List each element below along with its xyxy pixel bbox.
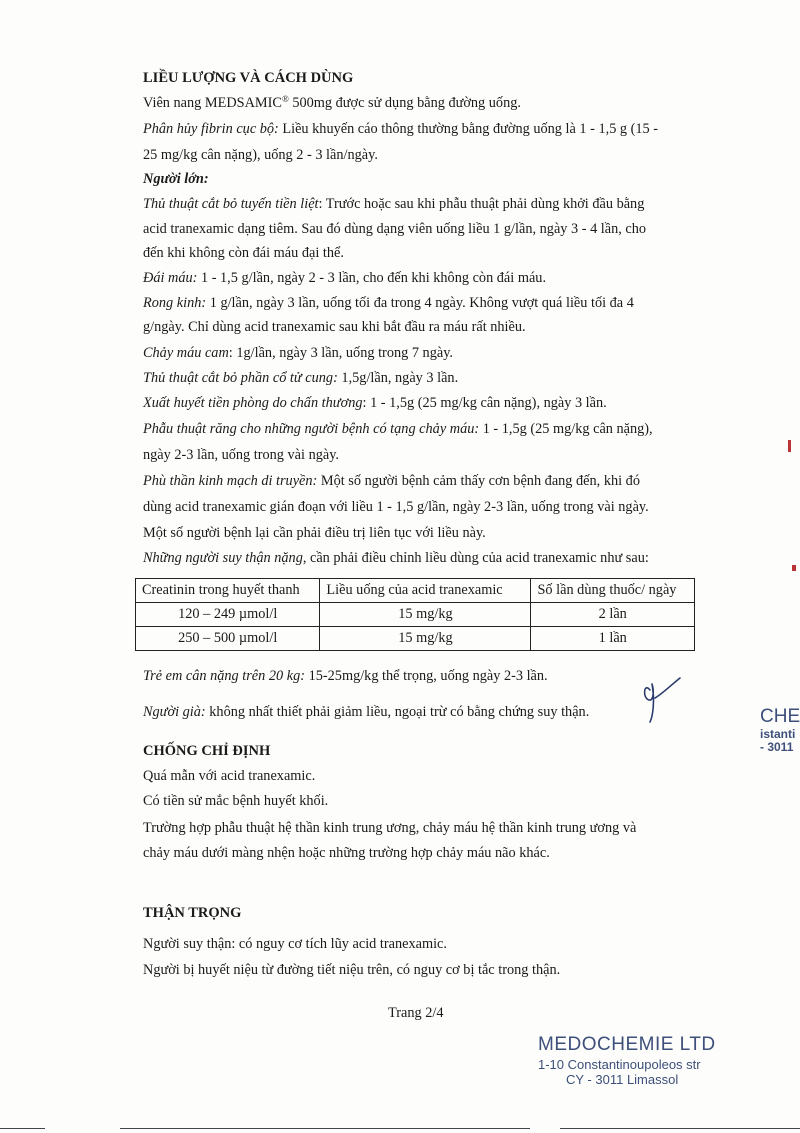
paragraph-prostatectomy-cont: acid tranexamic dạng tiêm. Sau đó dùng dạng viên uống liều 1 g/lần, ngày 3 - 4 lần, cho bbox=[143, 221, 647, 237]
paragraph-fibrinolysis bbox=[143, 121, 658, 138]
paragraph-dental-cont: ngày 2-3 lần, uống trong vài ngày. bbox=[143, 447, 340, 463]
table-row bbox=[136, 627, 695, 651]
intro-text: Viên nang MEDSAMIC bbox=[143, 95, 282, 111]
term: Người già: bbox=[143, 704, 206, 720]
stamp-company-name: MEDOCHEMIE LTD bbox=[538, 1034, 716, 1055]
signature-mark bbox=[640, 676, 684, 728]
scan-mark bbox=[792, 565, 796, 571]
registered-mark: ® bbox=[281, 94, 289, 104]
paragraph-angioedema-cont2: Một số người bệnh lại cần phải điều trị liên tục với liều này. bbox=[143, 525, 486, 541]
bottom-rule bbox=[0, 1128, 45, 1129]
term: Xuất huyết tiền phòng do chấn thương bbox=[143, 395, 363, 411]
section-heading-precautions: THẬN TRỌNG bbox=[143, 905, 242, 921]
text: : 1 - 1,5g (25 mg/kg cân nặng), ngày 3 lần. bbox=[362, 395, 607, 411]
term: Đái máu: bbox=[143, 270, 198, 286]
paragraph-menorrhagia-cont: g/ngày. Chỉ dùng acid tranexamic sau khi bắt đầu ra máu rất nhiều. bbox=[143, 319, 526, 335]
section-heading-contraindications: CHỐNG CHỈ ĐỊNH bbox=[143, 743, 271, 759]
term: Phẫu thuật răng cho những người bệnh có tạng chảy máu: bbox=[143, 421, 480, 437]
list-item: Có tiền sử mắc bệnh huyết khối. bbox=[143, 793, 329, 809]
list-item-cont: chảy máu dưới màng nhện hoặc những trường hợp chảy máu não khác. bbox=[143, 845, 550, 861]
text: Một số người bệnh cảm thấy cơn bệnh đang đến, khi đó bbox=[317, 473, 640, 489]
table-cell: 1 lần bbox=[531, 627, 695, 651]
term: Thủ thuật cắt bỏ tuyến tiền liệt bbox=[143, 196, 319, 212]
renal-dose-table bbox=[135, 578, 695, 651]
bottom-rule bbox=[560, 1128, 800, 1129]
table-cell: 120 – 249 µmol/l bbox=[136, 603, 320, 627]
edge-stamp-line: CHE bbox=[760, 706, 800, 727]
table-header-cell: Liều uống của acid tranexamic bbox=[320, 579, 531, 603]
stamp-city: CY - 3011 Limassol bbox=[566, 1072, 679, 1087]
term: Rong kinh: bbox=[143, 295, 207, 311]
term: Phân hủy fibrin cục bộ: bbox=[143, 121, 279, 137]
table-row bbox=[136, 603, 695, 627]
table-header-cell: Creatinin trong huyết thanh bbox=[136, 579, 320, 603]
table-cell: 15 mg/kg bbox=[320, 627, 531, 651]
term: Trẻ em cân nặng trên 20 kg: bbox=[143, 668, 306, 684]
edge-stamp-line: istanti bbox=[760, 726, 796, 741]
text: , cần phải điều chỉnh liều dùng của acid tranexamic như sau: bbox=[302, 550, 649, 566]
term: Thủ thuật cắt bỏ phần cổ tử cung: bbox=[143, 370, 338, 386]
text: : Trước hoặc sau khi phẫu thuật phải dùng khởi đầu bằng bbox=[318, 196, 645, 212]
subheading-adults: Người lớn: bbox=[143, 171, 209, 187]
table-header-cell: Số lần dùng thuốc/ ngày bbox=[531, 579, 695, 603]
list-item: Quá mẫn với acid tranexamic. bbox=[143, 768, 316, 784]
text: 15-25mg/kg thể trọng, uống ngày 2-3 lần. bbox=[305, 668, 548, 684]
table-cell: 2 lần bbox=[531, 603, 695, 627]
table-cell: 250 – 500 µmol/l bbox=[136, 627, 320, 651]
list-item: Trường hợp phẫu thuật hệ thần kinh trung ương, chảy máu hệ thần kinh trung ương và bbox=[143, 820, 637, 836]
text: 1 - 1,5g (25 mg/kg cân nặng), bbox=[479, 421, 653, 437]
company-stamp bbox=[538, 1034, 716, 1087]
scan-mark bbox=[788, 440, 791, 452]
text: 1,5g/lần, ngày 3 lần. bbox=[337, 370, 459, 386]
paragraph-children bbox=[143, 668, 548, 685]
paragraph-menorrhagia bbox=[143, 295, 634, 312]
bottom-rule bbox=[120, 1128, 530, 1129]
term: Những người suy thận nặng bbox=[143, 550, 303, 566]
table-header-row bbox=[136, 579, 695, 603]
paragraph-renal bbox=[143, 550, 649, 567]
text: Liều khuyến cáo thông thường bằng đường uống là 1 - 1,5 g (15 - bbox=[278, 121, 659, 137]
intro-text-end: 500mg được sử dụng bằng đường uống. bbox=[288, 95, 521, 111]
paragraph-hyphema bbox=[143, 395, 607, 412]
page-number: Trang 2/4 bbox=[388, 1005, 444, 1021]
paragraph-intro bbox=[143, 95, 521, 112]
table-cell: 15 mg/kg bbox=[320, 603, 531, 627]
term: Chảy máu cam bbox=[143, 345, 229, 361]
text: 1 g/lần, ngày 3 lần, uống tối đa trong 4 ngày. Không vượt quá liều tối đa 4 bbox=[206, 295, 634, 311]
paragraph-angioedema-cont: dùng acid tranexamic gián đoạn với liều 1 - 1,5 g/lần, ngày 2-3 lần, uống trong vài ngày. bbox=[143, 499, 649, 515]
list-item: Người bị huyết niệu từ đường tiết niệu trên, có nguy cơ bị tắc trong thận. bbox=[143, 962, 561, 978]
paragraph-hematuria bbox=[143, 270, 546, 287]
edge-stamp bbox=[760, 707, 800, 754]
paragraph-angioedema bbox=[143, 473, 640, 490]
text: không nhất thiết phải giảm liều, ngoại trừ có bằng chứng suy thận. bbox=[205, 704, 590, 720]
paragraph-epistaxis bbox=[143, 345, 453, 362]
paragraph-dental bbox=[143, 421, 653, 438]
paragraph-fibrinolysis-cont: 25 mg/kg cân nặng), uống 2 - 3 lần/ngày. bbox=[143, 147, 378, 163]
text: : 1g/lần, ngày 3 lần, uống trong 7 ngày. bbox=[228, 345, 453, 361]
section-heading-dosage: LIỀU LƯỢNG VÀ CÁCH DÙNG bbox=[143, 70, 354, 86]
term: Phù thần kinh mạch di truyền: bbox=[143, 473, 318, 489]
text: 1 - 1,5 g/lần, ngày 2 - 3 lần, cho đến khi không còn đái máu. bbox=[197, 270, 547, 286]
paragraph-prostatectomy-cont2: đến khi không còn đái máu đại thể. bbox=[143, 245, 344, 261]
paragraph-prostatectomy bbox=[143, 196, 644, 213]
paragraph-conization bbox=[143, 370, 458, 387]
stamp-address: 1-10 Constantinoupoleos str bbox=[538, 1057, 701, 1072]
paragraph-elderly bbox=[143, 704, 589, 721]
list-item: Người suy thận: có nguy cơ tích lũy acid tranexamic. bbox=[143, 936, 447, 952]
edge-stamp-line: - 3011 bbox=[760, 740, 794, 755]
